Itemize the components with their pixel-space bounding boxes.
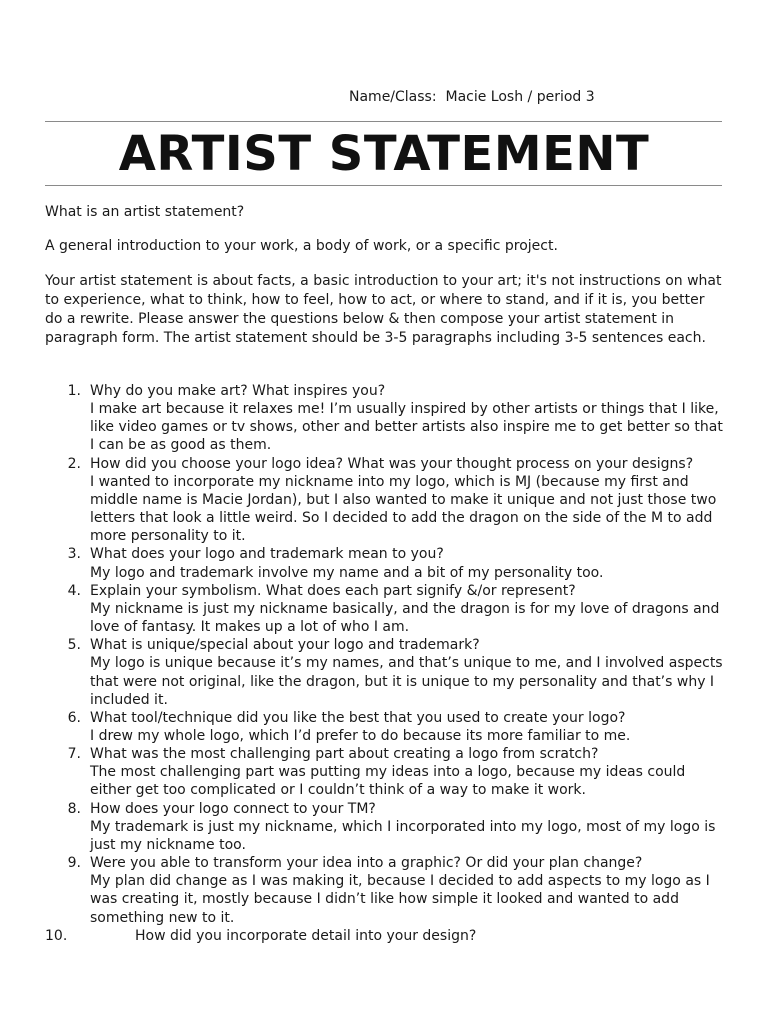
item-number: 4. bbox=[67, 582, 81, 599]
question-text: How does your logo connect to your TM? bbox=[90, 800, 376, 817]
answer-text: My logo and trademark involve my name and a bit of my personality too. bbox=[90, 564, 604, 581]
list-item bbox=[45, 745, 725, 799]
list-item bbox=[45, 455, 725, 546]
item-number: 8. bbox=[67, 800, 81, 817]
intro-instructions: Your artist statement is about facts, a basic introduction to your art; it's not instructions on what to experience, what to think, how to feel, how to act, or where to stand, and if it is, you better do a rewrite. Please answer the questions below & then compose your artist statement in paragraph form. The artist statement should be 3-5 paragraphs including 3-5 sentences each. bbox=[45, 273, 722, 346]
question-text: What tool/technique did you like the best that you used to create your logo? bbox=[90, 709, 626, 726]
question-text: Why do you make art? What inspires you? bbox=[90, 383, 386, 399]
answer-text: My trademark is just my nickname, which I incorporated into my logo, most of my logo is just my nickname too. bbox=[90, 818, 716, 853]
list-item bbox=[45, 382, 725, 455]
question-text: How did you incorporate detail into your design? bbox=[135, 927, 477, 944]
list-item bbox=[45, 709, 725, 745]
question-text: What was the most challenging part about creating a logo from scratch? bbox=[90, 746, 599, 763]
answer-text: I make art because it relaxes me! I’m usually inspired by other artists or things that I like, like video games or tv shows, other and better artists also inspire me to get better so that I can be as good as them. bbox=[90, 401, 723, 454]
item-number: 5. bbox=[67, 637, 81, 654]
title-top-rule bbox=[45, 121, 722, 122]
page-title: ARTIST STATEMENT bbox=[118, 126, 650, 182]
name-class-label: Name/Class: bbox=[349, 89, 437, 105]
name-class-value: Macie Losh / period 3 bbox=[445, 89, 595, 105]
answer-text: I drew my whole logo, which I’d prefer to do because its more familiar to me. bbox=[90, 727, 631, 744]
list-item bbox=[45, 800, 725, 854]
question-text: Explain your symbolism. What does each part signify &/or represent? bbox=[90, 582, 576, 599]
answer-text: My nickname is just my nickname basically, and the dragon is for my love of dragons and love of fantasy. It makes up a lot of who I am. bbox=[90, 600, 720, 636]
answer-text: My logo is unique because it’s my names, and that’s unique to me, and I involved aspects that were not original, like the dragon, but it is unique to my personality and that’s why I included it. bbox=[90, 655, 723, 708]
question-list bbox=[45, 382, 725, 945]
item-number: 10. bbox=[45, 927, 68, 944]
answer-text: I wanted to incorporate my nickname into my logo, which is MJ (because my first and middle name is Macie Jordan), but I also wanted to make it unique and not just those two letters that look a little weird. So I decided to add the dragon on the side of the M to add more personality to it. bbox=[90, 473, 717, 545]
answer-text: My plan did change as I was making it, because I decided to add aspects to my logo as I was creating it, mostly because I didn’t like how simple it looked and wanted to add something new to it. bbox=[90, 873, 710, 926]
question-text: Were you able to transform your idea into a graphic? Or did your plan change? bbox=[90, 855, 643, 872]
question-text: How did you choose your logo idea? What was your thought process on your designs? bbox=[90, 455, 694, 472]
item-number: 3. bbox=[67, 546, 81, 563]
answer-text: The most challenging part was putting my ideas into a logo, because my ideas could either get too complicated or I couldn’t think of a way to make it work. bbox=[90, 764, 686, 799]
item-number: 7. bbox=[67, 746, 81, 763]
list-item bbox=[45, 582, 725, 636]
item-number: 1. bbox=[67, 383, 81, 399]
list-item bbox=[45, 927, 725, 945]
list-item bbox=[45, 854, 725, 927]
question-text: What does your logo and trademark mean to you? bbox=[90, 546, 444, 563]
item-number: 9. bbox=[67, 855, 81, 872]
question-text: What is unique/special about your logo and trademark? bbox=[90, 637, 480, 654]
item-number: 2. bbox=[67, 455, 81, 472]
title-bottom-rule bbox=[45, 185, 722, 186]
name-class-line bbox=[349, 88, 595, 106]
intro-question: What is an artist statement? bbox=[45, 204, 245, 220]
list-item bbox=[45, 545, 725, 581]
intro-definition: A general introduction to your work, a body of work, or a specific project. bbox=[45, 238, 558, 254]
list-item bbox=[45, 636, 725, 709]
item-number: 6. bbox=[67, 709, 81, 726]
